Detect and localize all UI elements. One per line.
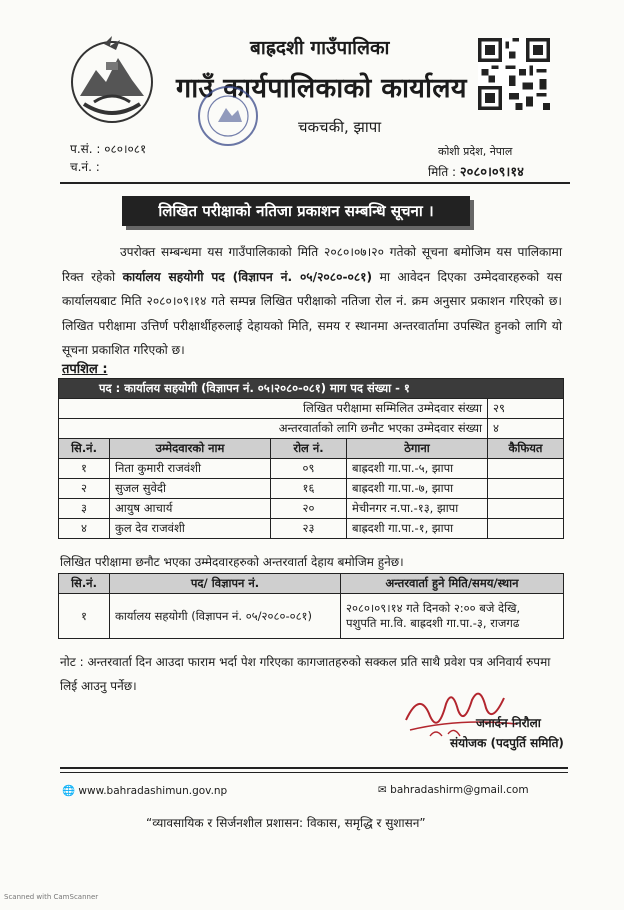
details-label: तपशिल : [62,362,108,377]
footer-email[interactable] [378,784,529,796]
body-post-highlight: कार्यालय सहयोगी पद (विज्ञापन नं. ०५/२०८०-०८१) [122,269,373,284]
date-value: २०८०।०९।१४ [459,165,524,180]
cell: २ [59,479,110,499]
post-line: पद : कार्यालय सहयोगी (विज्ञापन नं. ०५।२०८०-०८१) माग पद संख्या - १ [59,379,564,399]
office-stamp-icon [196,84,260,148]
signatory-role: संयोजक (पदपुर्ति समिति) [450,736,564,750]
interview-venue: पशुपति मा.वि. बाह्रदशी गा.पा.-३, राजगढ [346,616,520,630]
globe-icon: 🌐 [62,785,76,797]
header-divider [60,182,570,184]
org-name: बाह्रदशी गाउँपालिका [250,37,390,59]
appeared-value: २९ [488,399,564,419]
footer-divider [60,767,568,769]
cell: सुजल सुवेदी [110,479,271,499]
website-text: www.bahradashimun.gov.np [78,785,228,797]
cell: बाह्रदशी गा.पा.-१, झापा [347,519,488,539]
footer-website[interactable] [62,784,227,797]
mail-icon: ✉ [378,784,387,796]
cell: १६ [271,479,347,499]
qr-code-icon [478,38,550,110]
office-title: गाउँ कार्यपालिकाको कार्यालय [176,73,467,104]
col-header: ठेगाना [347,439,488,459]
cell [488,459,564,479]
col-header: सि.नं. [59,439,110,459]
cell: २० [271,499,347,519]
cell: बाह्रदशी गा.पा.-५, झापा [347,459,488,479]
col-header: पद/ विज्ञापन नं. [110,574,341,594]
cell: १ [59,459,110,479]
cell: कार्यालय सहयोगी (विज्ञापन नं. ०५/२०८०-०८१) [110,594,341,639]
notice-body [62,240,562,363]
table-row [59,594,564,639]
email-text: bahradashirm@gmail.com [390,784,529,796]
results-table [58,378,564,539]
appeared-label: लिखित परीक्षामा सम्मिलित उम्मेदवार संख्या [59,399,488,419]
body-text-1: उपरोक्त सम्बन्धमा यस गाउँपालिकाको मिति २०८०।०७।२० गतेको सूचना बमोजिम यस पालिकामा रिक्त रहेको [62,245,562,284]
interview-datetime: २०८०।०९।१४ गते दिनको २:०० बजे देखि, [346,601,521,615]
cell: २३ [271,519,347,539]
table-row [59,519,564,539]
table-row [59,399,564,419]
cell: १ [59,594,110,639]
dispatch-number: च.नं. : [70,160,100,174]
date-label: मिति : [428,165,457,179]
table-row [59,499,564,519]
col-header: सि.नं. [59,574,110,594]
cell: निता कुमारी राजवंशी [110,459,271,479]
signatory-name: जनार्दन निरौला [476,716,541,730]
nepal-emblem-icon [66,34,158,126]
footer-motto: “व्यावसायिक र सिर्जनशील प्रशासन: विकास, समृद्धि र सुशासन” [146,816,426,830]
col-header: रोल नं. [271,439,347,459]
footnote: नोट : अन्तरवार्ता दिन आउदा फाराम भर्दा पेश गरिएका कागजातहरुको सक्कल प्रति साथै प्रवेश पत्र अनिवार्य रुपमा लिई आउनु पर्नेछ। [60,655,551,693]
col-header: उम्मेदवारको नाम [110,439,271,459]
notice-title: लिखित परीक्षाको नतिजा प्रकाशन सम्बन्धि सूचना । [122,196,470,226]
cell: ०९ [271,459,347,479]
interview-table [58,573,564,639]
province: कोशी प्रदेश, नेपाल [438,145,513,158]
scanner-watermark: Scanned with CamScanner [4,893,99,901]
table-row [59,459,564,479]
reference-number: प.सं. : ०८०।०८१ [70,142,147,156]
selected-label: अन्तरवार्ताको लागि छनौट भएका उम्मेदवार संख्या [59,419,488,439]
body-text-2: मा आवेदन दिएका उम्मेदवारहरुको यस कार्यालयबाट मिति २०८०।०९।१४ गते सम्पन्न लिखित परीक्षाको नतिजा रोल नं. क्रम अनुसार प्रकाशन गरिएको छ। लिखित परीक्षामा उत्तिर्ण परीक्षार्थीहरुलाई देहायको मिति, समय र स्थानमा अन्तरवार्तामा उपस्थित हुनको लागि यो सूचना प्रकाशित गरिएको छ। [62,269,563,357]
cell [488,519,564,539]
cell: कुल देव राजवंशी [110,519,271,539]
table-row [59,419,564,439]
cell: ३ [59,499,110,519]
office-place: चकचकी, झापा [298,118,382,136]
col-header: कैफियत [488,439,564,459]
cell: आयुष आचार्य [110,499,271,519]
cell [341,594,564,639]
cell [488,479,564,499]
footer-divider-thin [60,772,568,773]
cell [488,499,564,519]
signature [400,680,520,740]
cell: ४ [59,519,110,539]
col-header: अन्तरवार्ता हुने मिति/समय/स्थान [341,574,564,594]
table-row [59,479,564,499]
notice-date [428,162,524,180]
cell: मेचीनगर न.पा.-१३, झापा [347,499,488,519]
selected-value: ४ [488,419,564,439]
interview-note: लिखित परीक्षामा छनौट भएका उम्मेदवारहरुको अन्तरवार्ता देहाय बमोजिम हुनेछ। [60,555,404,569]
cell: बाह्रदशी गा.पा.-७, झापा [347,479,488,499]
